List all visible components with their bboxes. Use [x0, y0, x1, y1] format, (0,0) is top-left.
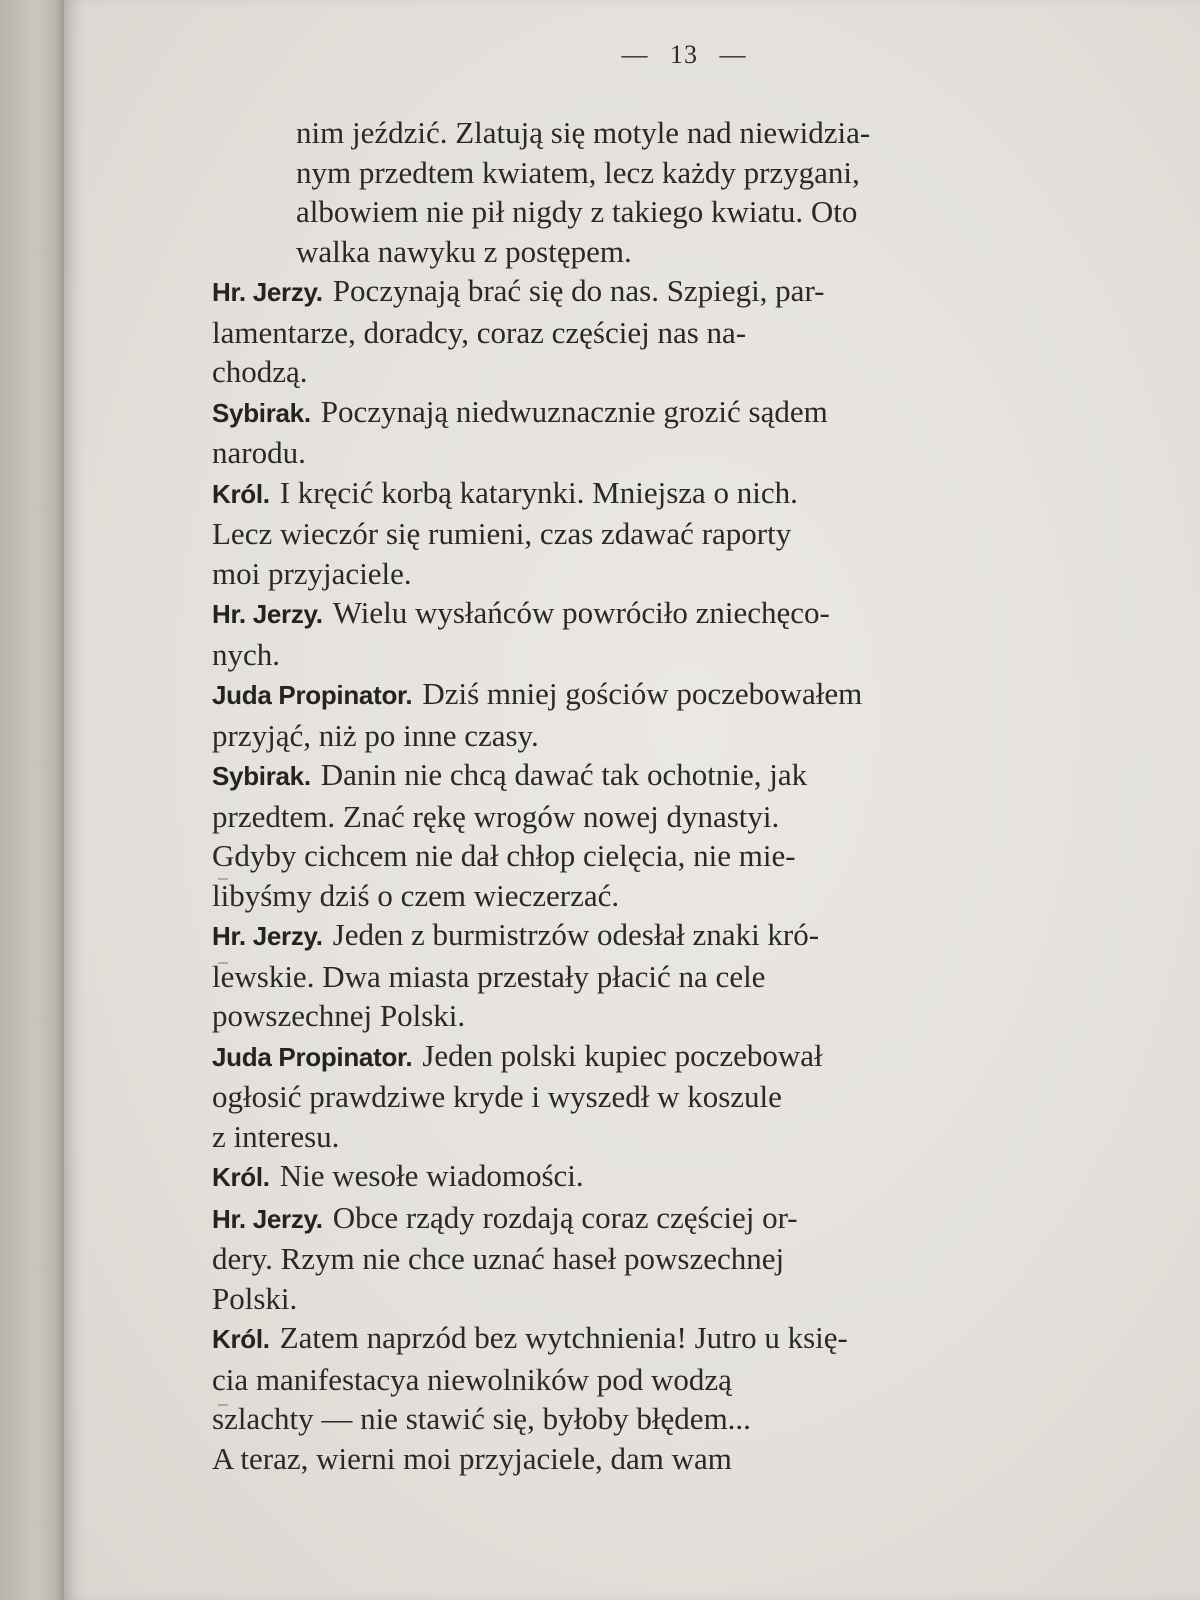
text-line: Polski. — [212, 1280, 298, 1316]
text-line: Gdyby cichcem nie dał chłop cielęcia, nie mie- — [212, 838, 796, 873]
speaker-name: Hr. Jerzy. — [212, 1203, 323, 1234]
speaker-name: Sybirak. — [212, 761, 311, 791]
text-line: Obce rządy rozdają coraz częściej or- — [332, 1199, 798, 1235]
text-line: lamentarze, doradcy, coraz częściej nas na- — [212, 314, 747, 350]
text-line: A teraz, wierni moi przyjaciele, dam wam — [212, 1440, 732, 1476]
dialogue-entry — [212, 1318, 1027, 1478]
text-line: chodzą. — [212, 354, 308, 389]
text-line: z interesu. — [212, 1118, 340, 1154]
text-line: ogłosić prawdziwe kryde i wyszedł w koszule — [212, 1079, 782, 1114]
speaker-name: Król. — [212, 478, 270, 509]
speaker-name: Juda Propinator. — [212, 1041, 413, 1072]
speaker-name: Hr. Jerzy. — [212, 599, 323, 629]
text-line: Jeden z burmistrzów odesłał znaki kró- — [332, 917, 820, 952]
text-line: przyjąć, niż po inne czasy. — [212, 717, 539, 753]
text-line: narodu. — [212, 435, 306, 470]
text-line: moi przyjaciele. — [212, 555, 412, 591]
text-line: walka nawyku z postępem. — [296, 233, 632, 269]
dialogue-entry — [212, 473, 1027, 594]
text-line: I kręcić korbą katarynki. Mniejsza o nich. — [279, 474, 798, 510]
dialogue-entry — [212, 674, 1027, 755]
text-line: lewskie. Dwa miasta przestały płacić na cele — [212, 958, 766, 994]
speaker-name: Król. — [212, 1162, 270, 1192]
page-number-value: 13 — [670, 40, 698, 69]
dialogue-text — [212, 113, 1027, 1478]
text-line: albowiem nie pił nigdy z takiego kwiatu. Oto — [296, 194, 858, 229]
dialogue-entry — [212, 1198, 1027, 1319]
page-number — [64, 40, 1200, 70]
page-number-dash-left: — — [621, 40, 649, 69]
text-line: nim jeździć. Zlatują się motyle nad niewidzia- — [296, 115, 871, 150]
speaker-name: Hr. Jerzy. — [212, 277, 323, 307]
dialogue-entry — [212, 915, 1027, 1036]
dialogue-entry — [212, 271, 1027, 392]
speaker-name: Król. — [212, 1324, 270, 1354]
text-line: nych. — [212, 636, 281, 672]
text-line: dery. Rzym nie chce uznać haseł powszechnej — [212, 1241, 785, 1276]
text-line: szlachty — nie stawić się, byłoby błędem... — [212, 1401, 751, 1436]
text-line: libyśmy dziś o czem wieczerzać. — [212, 877, 620, 913]
text-line: cia manifestacya niewolników pod wodzą — [212, 1361, 732, 1397]
dialogue-entry — [212, 392, 1027, 473]
dialogue-entry — [212, 593, 1027, 674]
text-line: Zatem naprzód bez wytchnienia! Jutro u księ- — [279, 1320, 848, 1355]
dialogue-entry — [212, 755, 1027, 915]
text-line: Poczynają niedwuznacznie grozić sądem — [320, 393, 828, 429]
text-line: Wielu wysłańców powróciło zniechęco- — [332, 595, 830, 630]
speaker-name: Hr. Jerzy. — [212, 921, 323, 951]
text-line: nym przedtem kwiatem, lecz każdy przygani, — [296, 154, 860, 190]
text-line: przedtem. Znać rękę wrogów nowej dynastyi. — [212, 798, 780, 834]
text-line: Lecz wieczór się rumieni, czas zdawać raporty — [212, 516, 792, 551]
text-line: Jeden polski kupiec poczebował — [422, 1037, 823, 1073]
page-number-dash-right: — — [719, 40, 747, 69]
dialogue-entry — [212, 1156, 1027, 1198]
text-line: powszechnej Polski. — [212, 998, 466, 1033]
continuation-paragraph — [212, 113, 1027, 271]
book-gutter — [0, 0, 64, 1600]
speaker-name: Juda Propinator. — [212, 680, 413, 710]
text-line: Poczynają brać się do nas. Szpiegi, par- — [332, 273, 825, 308]
dialogue-entry — [212, 1036, 1027, 1157]
text-line: Dziś mniej gościów poczebowałem — [422, 676, 863, 711]
speaker-name: Sybirak. — [212, 397, 311, 428]
text-line: Danin nie chcą dawać tak ochotnie, jak — [320, 757, 808, 792]
text-line: Nie wesołe wiadomości. — [279, 1158, 584, 1193]
